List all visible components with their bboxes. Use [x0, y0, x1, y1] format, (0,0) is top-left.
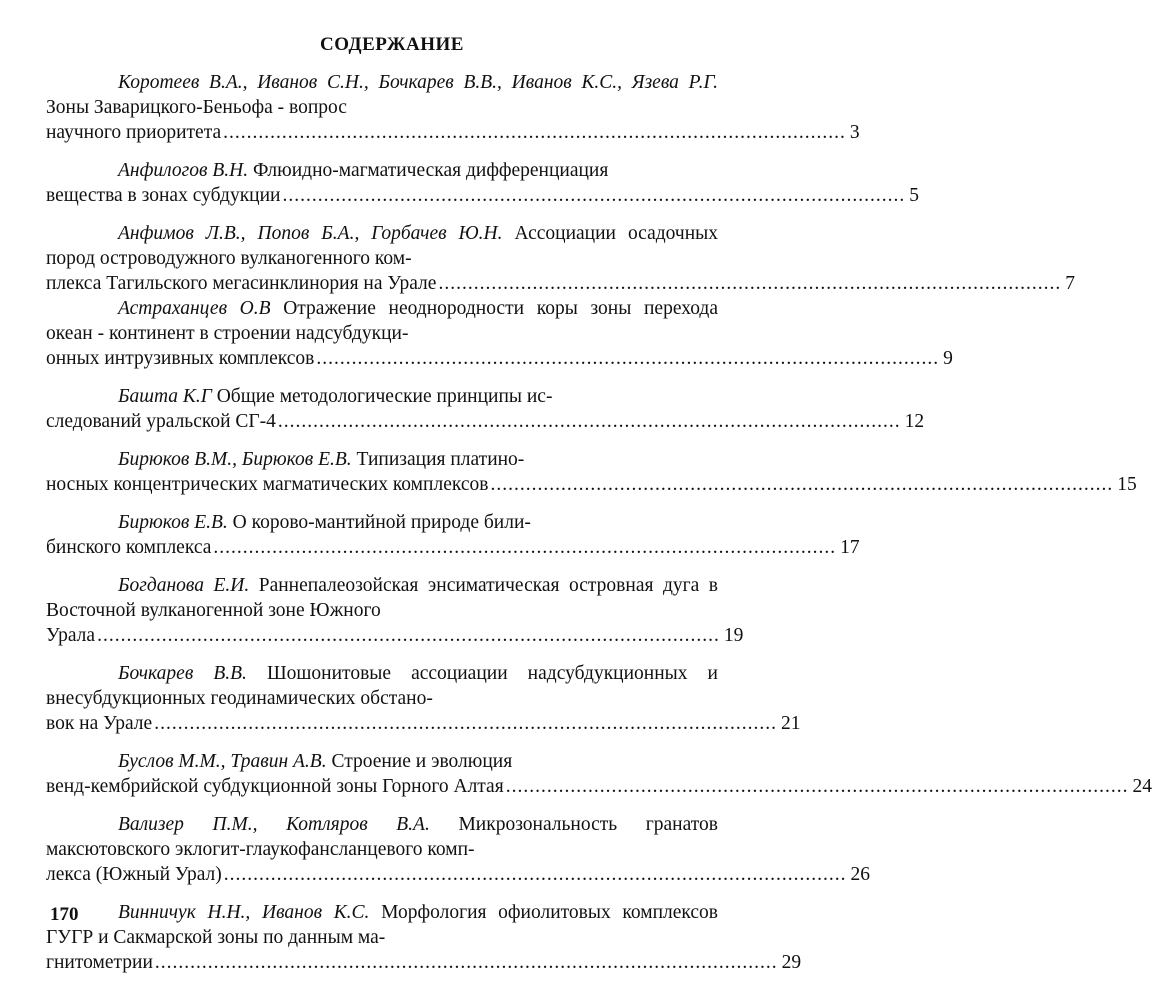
- entry-title-end: вок на Урале: [46, 713, 153, 734]
- leader-dots: ..........................................................................................................: [154, 713, 777, 734]
- entry-last-line: [46, 535, 860, 560]
- entry-authors: Бочкарев В.В.: [118, 663, 247, 684]
- leader-dots: ..........................................................................................................: [490, 474, 1114, 495]
- entry-last-line: [46, 950, 802, 975]
- entry-last-line: [46, 271, 1075, 296]
- entry-authors: Астраханцев О.В: [118, 298, 271, 319]
- leader-dots: ..........................................................................................................: [213, 537, 837, 558]
- entry-authors: Башта К.Г: [118, 386, 212, 407]
- toc-entry: [46, 812, 871, 887]
- entry-authors: Анфимов Л.В., Попов Б.А., Горбачев Ю.Н.: [118, 223, 503, 244]
- leader-dots: ..........................................................................................................: [223, 122, 846, 143]
- entry-title-end: плекса Тагильского мегасинклинория на Урале: [46, 273, 437, 294]
- entry-last-line: [46, 711, 801, 736]
- entry-page-number: 24: [1132, 776, 1152, 797]
- entry-title: Раннепалеозойская энсиматическая островная дуга в Восточной вулканогенной зоне Южного: [46, 575, 718, 621]
- entry-last-line: [46, 623, 744, 648]
- entry-authors: Буслов М.М., Травин А.В.: [118, 751, 327, 772]
- entry-title-end: носных концентрических магматических комплексов: [46, 474, 489, 495]
- entry-title-end: научного приоритета: [46, 122, 222, 143]
- toc-entry: [46, 221, 1075, 296]
- entry-title-end: бинского комплекса: [46, 537, 212, 558]
- entry-authors: Бирюков В.М., Бирюков Е.В.: [118, 449, 352, 470]
- entry-page-number: 12: [904, 411, 925, 432]
- entry-title-end: Урала: [46, 625, 96, 646]
- page-title: СОДЕРЖАНИЕ: [320, 34, 464, 55]
- entry-authors: Вализер П.М., Котляров В.А.: [118, 814, 430, 835]
- entry-last-line: [46, 774, 1152, 799]
- entry-authors: Богданова Е.И.: [118, 575, 250, 596]
- entry-authors: Анфилогов В.Н.: [118, 160, 249, 181]
- toc-entry: [46, 573, 744, 648]
- entry-page-number: 15: [1117, 474, 1137, 495]
- entry-title: Общие методологические принципы ис-: [216, 386, 553, 407]
- entry-title: Микрозональность гранатов максютовского эклогит-глаукофансланцевого комп-: [46, 814, 718, 860]
- toc-entry: [46, 900, 802, 975]
- entry-title-end: следований уральской СГ-4: [46, 411, 276, 432]
- entry-page-number: 26: [850, 864, 871, 885]
- entry-page-number: 9: [943, 348, 953, 369]
- entry-last-line: [46, 183, 919, 208]
- entry-page-number: 5: [909, 185, 919, 206]
- leader-dots: ..........................................................................................................: [438, 273, 1062, 294]
- leader-dots: ..........................................................................................................: [223, 864, 847, 885]
- entry-title: Шошонитовые ассоциации надсубдукционных и внесубдукционных геодинамических обстано-: [46, 663, 718, 709]
- entry-last-line: [46, 472, 1137, 497]
- entry-title-end: вещества в зонах субдукции: [46, 185, 281, 206]
- entry-title: О корово-мантийной природе били-: [232, 512, 531, 533]
- entry-page-number: 7: [1065, 273, 1075, 294]
- entry-title: Флюидно-магматическая дифференциация: [253, 160, 609, 181]
- entry-authors: Бирюков Е.В.: [118, 512, 228, 533]
- entry-last-line: [46, 120, 860, 145]
- leader-dots: ..........................................................................................................: [154, 952, 778, 973]
- toc-entry: [46, 296, 953, 371]
- contents-page: [46, 30, 1152, 988]
- entry-title: Строение и эволюция: [331, 751, 513, 772]
- entry-authors: Винничук Н.Н., Иванов К.С.: [118, 902, 370, 923]
- entry-title: Типизация платино-: [356, 449, 525, 470]
- entry-title: Морфология офиолитовых комплексов ГУГР и Сакмарской зоны по данным ма-: [46, 902, 719, 948]
- page-number: 170: [50, 904, 79, 925]
- leader-dots: ..........................................................................................................: [97, 625, 720, 646]
- entry-page-number: 29: [781, 952, 802, 973]
- entry-title: Ассоциации осадочных пород островодужного вулканогенного ком-: [46, 223, 718, 269]
- entry-last-line: [46, 409, 925, 434]
- leader-dots: ..........................................................................................................: [282, 185, 906, 206]
- toc-entry: [46, 447, 1137, 497]
- entry-page-number: 21: [780, 713, 801, 734]
- entry-title-end: гнитометрии: [46, 952, 153, 973]
- entry-last-line: [46, 346, 953, 371]
- entry-title: Отражение неоднородности коры зоны перехода океан - континент в строении надсубдукци-: [46, 298, 718, 344]
- leader-dots: ..........................................................................................................: [316, 348, 940, 369]
- entry-title-end: онных интрузивных комплексов: [46, 348, 315, 369]
- entry-last-line: [46, 862, 871, 887]
- entry-title-end: лекса (Южный Урал): [46, 864, 222, 885]
- toc-entry: [46, 384, 925, 434]
- entry-title-end: венд-кембрийской субдукционной зоны Горного Алтая: [46, 776, 504, 797]
- entry-title: Зоны Заварицкого-Беньофа - вопрос: [46, 97, 347, 118]
- toc-entry: [46, 70, 860, 145]
- toc-entry: [46, 158, 919, 208]
- entry-page-number: 3: [849, 122, 860, 143]
- toc-entry: [46, 661, 801, 736]
- entry-page-number: 19: [723, 625, 744, 646]
- toc-entry: [46, 510, 860, 560]
- leader-dots: ..........................................................................................................: [505, 776, 1129, 797]
- leader-dots: ..........................................................................................................: [277, 411, 901, 432]
- toc-entry: [46, 749, 1152, 799]
- entry-authors: Коротеев В.А., Иванов С.Н., Бочкарев В.В., Иванов К.С., Язева Р.Г.: [118, 72, 718, 93]
- entry-page-number: 17: [840, 537, 860, 558]
